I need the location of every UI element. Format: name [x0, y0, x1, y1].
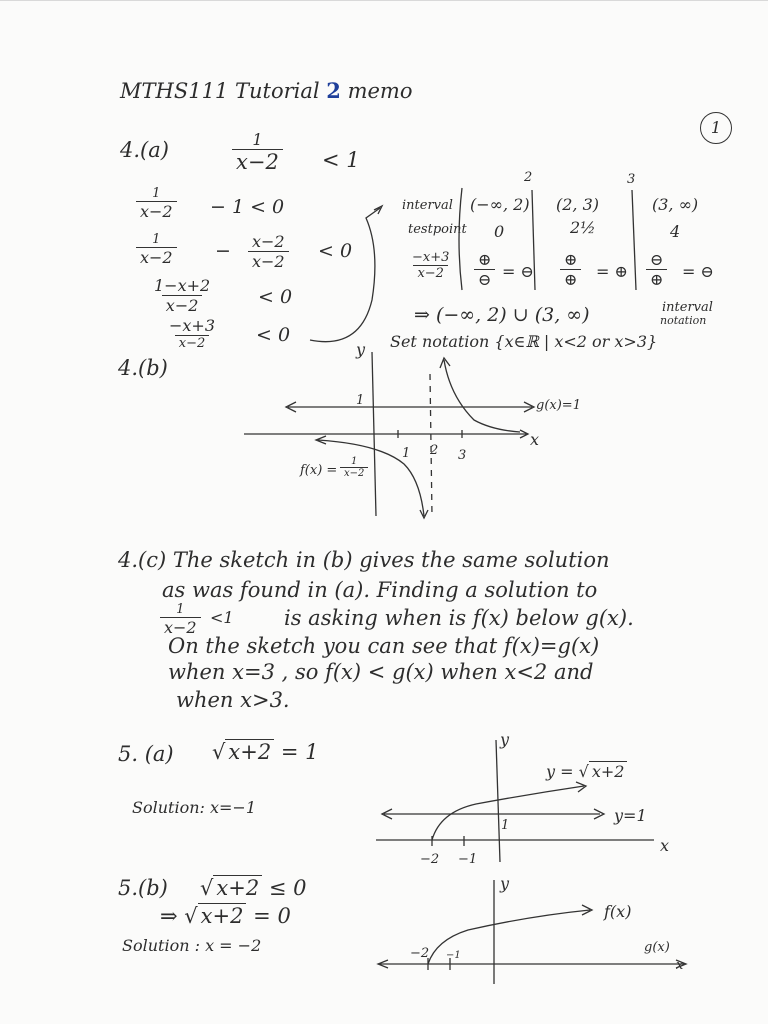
interval-note-1: interval: [662, 300, 713, 315]
f-left-branch: [318, 440, 424, 516]
q4c-line-4: On the sketch you can see that f(x)=g(x): [168, 634, 600, 658]
q4a-label: 4.(a): [120, 138, 169, 162]
sign-denominator: ⊖: [474, 269, 495, 289]
q5b-x-axis-label: x: [676, 958, 684, 973]
q4b-tick-2: 2: [430, 443, 439, 458]
q5a-y-axis-label: y: [500, 730, 510, 749]
sqrt-curve: [432, 786, 584, 840]
q5b-g-label: g(x): [644, 940, 670, 955]
step2-rhs: < 0: [318, 240, 353, 262]
sign-result-3: = ⊖: [682, 262, 714, 281]
fraction-denominator: x−2: [413, 265, 448, 281]
step2-minus: −: [215, 240, 231, 262]
row-interval-label: interval: [402, 198, 453, 213]
step1-rhs: − 1 < 0: [210, 196, 285, 218]
table-divider-2: [532, 190, 535, 290]
q5b-tick-neg1: −1: [446, 950, 461, 961]
sign-result-1: = ⊖: [502, 262, 534, 281]
curve-label-lhs: y =: [546, 762, 574, 781]
g-function-label: g(x)=1: [536, 398, 581, 413]
testpoint-2: 2½: [570, 218, 596, 237]
q4b-tick-3: 3: [458, 448, 467, 463]
q4b-y-axis-label: y: [356, 340, 366, 359]
q4b-graph: [244, 352, 534, 518]
curved-arrow: [310, 208, 380, 342]
f-label-lhs: f(x) =: [300, 463, 338, 478]
fraction-denominator: x−2: [162, 295, 203, 315]
q5a-y-axis: [496, 740, 500, 862]
step3-rhs: < 0: [258, 286, 293, 308]
fraction-numerator: 1: [152, 232, 161, 247]
fraction-numerator: 1: [252, 130, 263, 149]
sign-table-lines: [459, 188, 636, 290]
interval-3: (3, ∞): [652, 195, 699, 214]
sign-denominator: ⊕: [560, 269, 581, 289]
fraction-denominator: x−2: [248, 251, 289, 271]
q5a-tick-neg2: −2: [420, 852, 440, 867]
q5b-step: ⇒ √ x+2 = 0: [160, 904, 291, 928]
q4c-line-1: 4.(c) The sketch in (b) gives the same solution: [118, 548, 610, 572]
fraction-denominator: x−2: [175, 335, 210, 351]
q4a-inequality-rhs: < 1: [322, 148, 360, 172]
q4c-line-5: when x=3 , so f(x) < g(x) when x<2 and: [168, 660, 594, 684]
step-to-table-arrow: [310, 206, 382, 342]
q5b-f-label: f(x): [604, 902, 632, 921]
page-number: 1: [710, 118, 722, 137]
q5a-equation: √ x+2 = 1: [212, 740, 319, 764]
interval-2: (2, 3): [556, 195, 600, 214]
f-right-branch: [444, 360, 520, 432]
sign-denominator: ⊕: [646, 269, 667, 289]
testpoint-1: 0: [494, 222, 505, 241]
q5a-curve-label: y = √ x+2: [546, 762, 627, 781]
q5b-y-axis-label: y: [500, 874, 510, 893]
q5a-y-tick-1: 1: [501, 818, 510, 833]
fraction-numerator: 1: [351, 456, 358, 467]
step-rhs: = 0: [253, 904, 291, 928]
equation-rhs: = 1: [280, 740, 319, 764]
fraction-denominator: x−2: [340, 467, 368, 479]
q4c-line-2: as was found in (a). Finding a solution to: [162, 578, 598, 602]
q5b-graph: [378, 880, 686, 984]
q5a-label: 5. (a): [118, 742, 174, 766]
q4b-label: 4.(b): [118, 356, 168, 380]
q4b-y-tick-1: 1: [356, 393, 365, 408]
fraction-denominator: x−2: [232, 149, 283, 174]
fraction-numerator: 1: [176, 602, 185, 617]
inequality-rhs: ≤ 0: [268, 876, 307, 900]
title-prefix: MTHS111 Tutorial: [120, 79, 320, 103]
implies-arrow: ⇒: [160, 904, 178, 928]
q5a-x-axis-label: x: [660, 836, 670, 855]
q4c-line-6: when x>3.: [176, 688, 290, 712]
answer-interval: ⇒ (−∞, 2) ∪ (3, ∞): [414, 304, 590, 326]
q5a-solution: Solution: x=−1: [132, 798, 256, 817]
q5a-graph: [376, 740, 654, 862]
table-divider-1: [459, 188, 462, 290]
testpoint-3: 4: [670, 222, 681, 241]
fraction-denominator: x−2: [136, 201, 177, 221]
fraction-numerator: 1−x+2: [154, 276, 211, 295]
radicand: x+2: [225, 739, 274, 764]
title-suffix: memo: [347, 79, 413, 103]
q5b-inequality: √ x+2 ≤ 0: [200, 876, 307, 900]
q4b-tick-1: 1: [402, 446, 411, 461]
tutorial-number: 2: [326, 78, 341, 103]
fraction-denominator: x−2: [160, 617, 201, 637]
table-divider-3: [632, 190, 636, 290]
fraction-denominator: x−2: [136, 247, 177, 267]
boundary-2: 2: [524, 170, 533, 185]
interval-note-2: notation: [660, 314, 707, 327]
radicand: x+2: [213, 875, 262, 900]
vertical-asymptote: [430, 374, 432, 516]
interval-1: (−∞, 2): [470, 195, 530, 214]
q5b-solution: Solution : x = −2: [122, 936, 262, 955]
sqrt-curve-b: [428, 910, 590, 964]
set-notation: Set notation {x∈ℝ | x<2 or x>3}: [390, 332, 658, 351]
q4b-x-axis-label: x: [530, 430, 540, 449]
sign-numerator: ⊕: [478, 250, 492, 269]
fraction-numerator: −x+3: [169, 316, 216, 335]
boundary-3: 3: [627, 172, 636, 187]
fraction-numerator: −x+3: [412, 250, 450, 265]
sign-numerator: ⊖: [650, 250, 664, 269]
sign-result-2: = ⊕: [596, 262, 628, 281]
fraction-numerator: 1: [152, 186, 161, 201]
q4c-line-3: is asking when is f(x) below g(x).: [284, 606, 634, 630]
row-testpoint-label: testpoint: [408, 222, 467, 237]
curve-label-radicand: x+2: [589, 761, 628, 781]
radicand: x+2: [198, 903, 247, 928]
q5a-tick-neg1: −1: [458, 852, 478, 867]
q5b-tick-neg2: −2: [410, 946, 430, 961]
sign-numerator: ⊕: [564, 250, 578, 269]
q5b-label: 5.(b): [118, 876, 168, 900]
q5a-line-label: y=1: [614, 806, 647, 825]
step4-rhs: < 0: [256, 324, 291, 346]
fraction-numerator: x−2: [252, 232, 285, 251]
q4c-inline-rhs: <1: [210, 608, 234, 627]
